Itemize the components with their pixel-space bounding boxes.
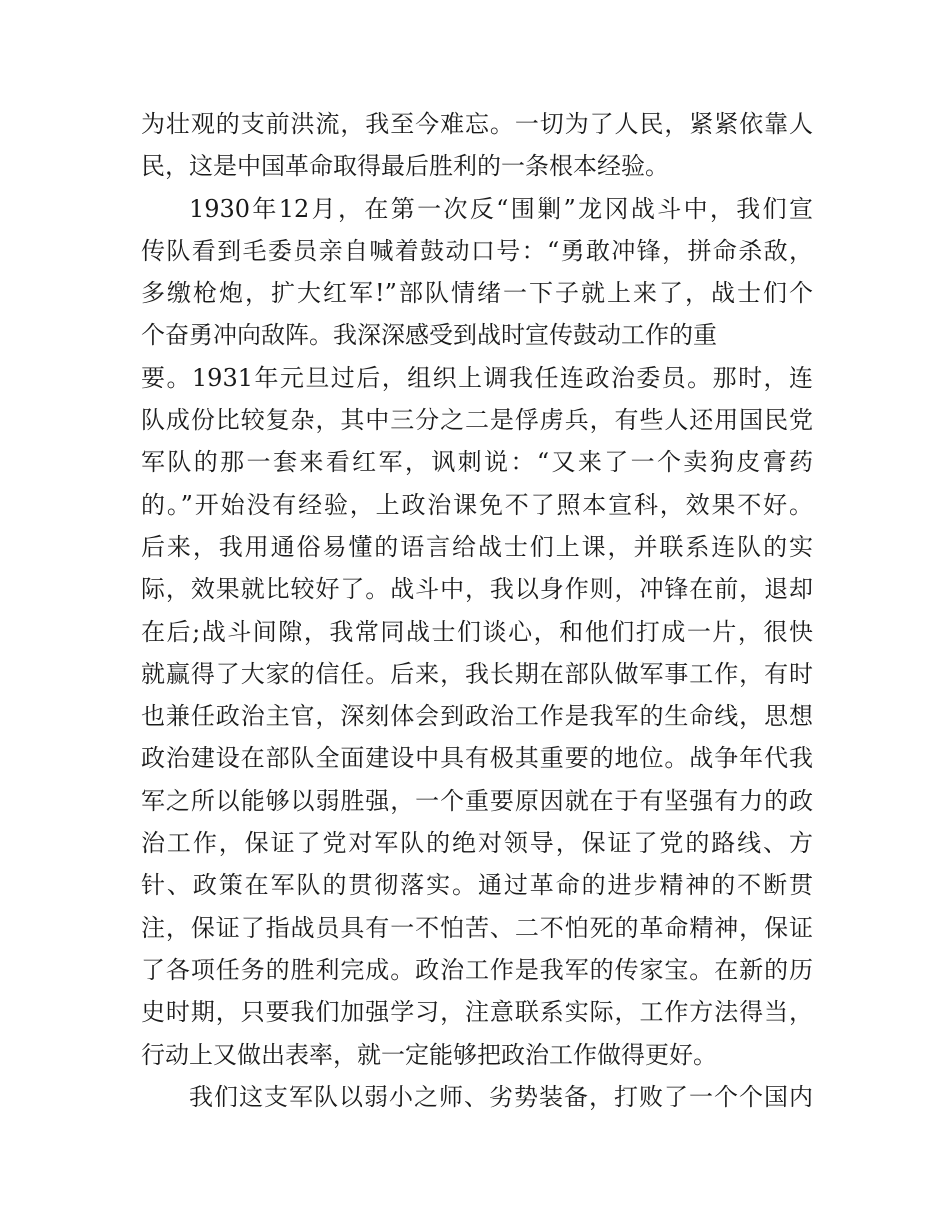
text-line: 多缴枪炮，扩大红军!”部队情绪一下子就上来了，战士们个 bbox=[141, 279, 813, 308]
text-line: 要。1931年元旦过后，组织上调我任连政治委员。那时，连 bbox=[141, 363, 813, 392]
text-line: 就赢得了大家的信任。后来，我长期在部队做军事工作，有时 bbox=[141, 659, 813, 688]
document-page bbox=[141, 103, 813, 1118]
text-line: 在后;战斗间隙，我常同战士们谈心，和他们打成一片，很快 bbox=[141, 617, 813, 646]
text-line: 也兼任政治主官，深刻体会到政治工作是我军的生命线，思想 bbox=[141, 702, 813, 731]
text-line: 传队看到毛委员亲自喊着鼓动口号：“勇敢冲锋，拼命杀敌， bbox=[141, 236, 813, 265]
text-line: 我们这支军队以弱小之师、劣势装备，打败了一个个国内 bbox=[189, 1082, 813, 1111]
text-line: 1930年12月，在第一次反“围剿”龙冈战斗中，我们宣 bbox=[189, 194, 813, 223]
text-line: 民，这是中国革命取得最后胜利的一条根本经验。 bbox=[141, 152, 669, 181]
text-line: 个奋勇冲向敌阵。我深深感受到战时宣传鼓动工作的重 bbox=[141, 321, 717, 350]
text-line: 后来，我用通俗易懂的语言给战士们上课，并联系连队的实 bbox=[141, 532, 813, 561]
text-line: 治工作，保证了党对军队的绝对领导，保证了党的路线、方 bbox=[141, 829, 813, 858]
text-line: 史时期，只要我们加强学习，注意联系实际，工作方法得当， bbox=[141, 998, 813, 1027]
text-line: 际，效果就比较好了。战斗中，我以身作则，冲锋在前，退却 bbox=[141, 575, 813, 604]
text-line: 政治建设在部队全面建设中具有极其重要的地位。战争年代我 bbox=[141, 744, 813, 773]
text-line: 军队的那一套来看红军，讽刺说：“又来了一个卖狗皮膏药 bbox=[141, 448, 813, 477]
text-line: 注，保证了指战员具有一不怕苦、二不怕死的革命精神，保证 bbox=[141, 913, 813, 942]
text-line: 为壮观的支前洪流，我至今难忘。一切为了人民，紧紧依靠人 bbox=[141, 110, 813, 138]
text-line: 针、政策在军队的贯彻落实。通过革命的进步精神的不断贯 bbox=[141, 871, 813, 900]
text-line: 的。”开始没有经验，上政治课免不了照本宣科，效果不好。 bbox=[141, 490, 813, 519]
text-line: 队成份比较复杂，其中三分之二是俘虏兵，有些人还用国民党 bbox=[141, 406, 813, 435]
text-line: 行动上又做出表率，就一定能够把政治工作做得更好。 bbox=[141, 1040, 717, 1069]
text-line: 军之所以能够以弱胜强，一个重要原因就在于有坚强有力的政 bbox=[141, 786, 813, 815]
text-line: 了各项任务的胜利完成。政治工作是我军的传家宝。在新的历 bbox=[141, 955, 813, 984]
